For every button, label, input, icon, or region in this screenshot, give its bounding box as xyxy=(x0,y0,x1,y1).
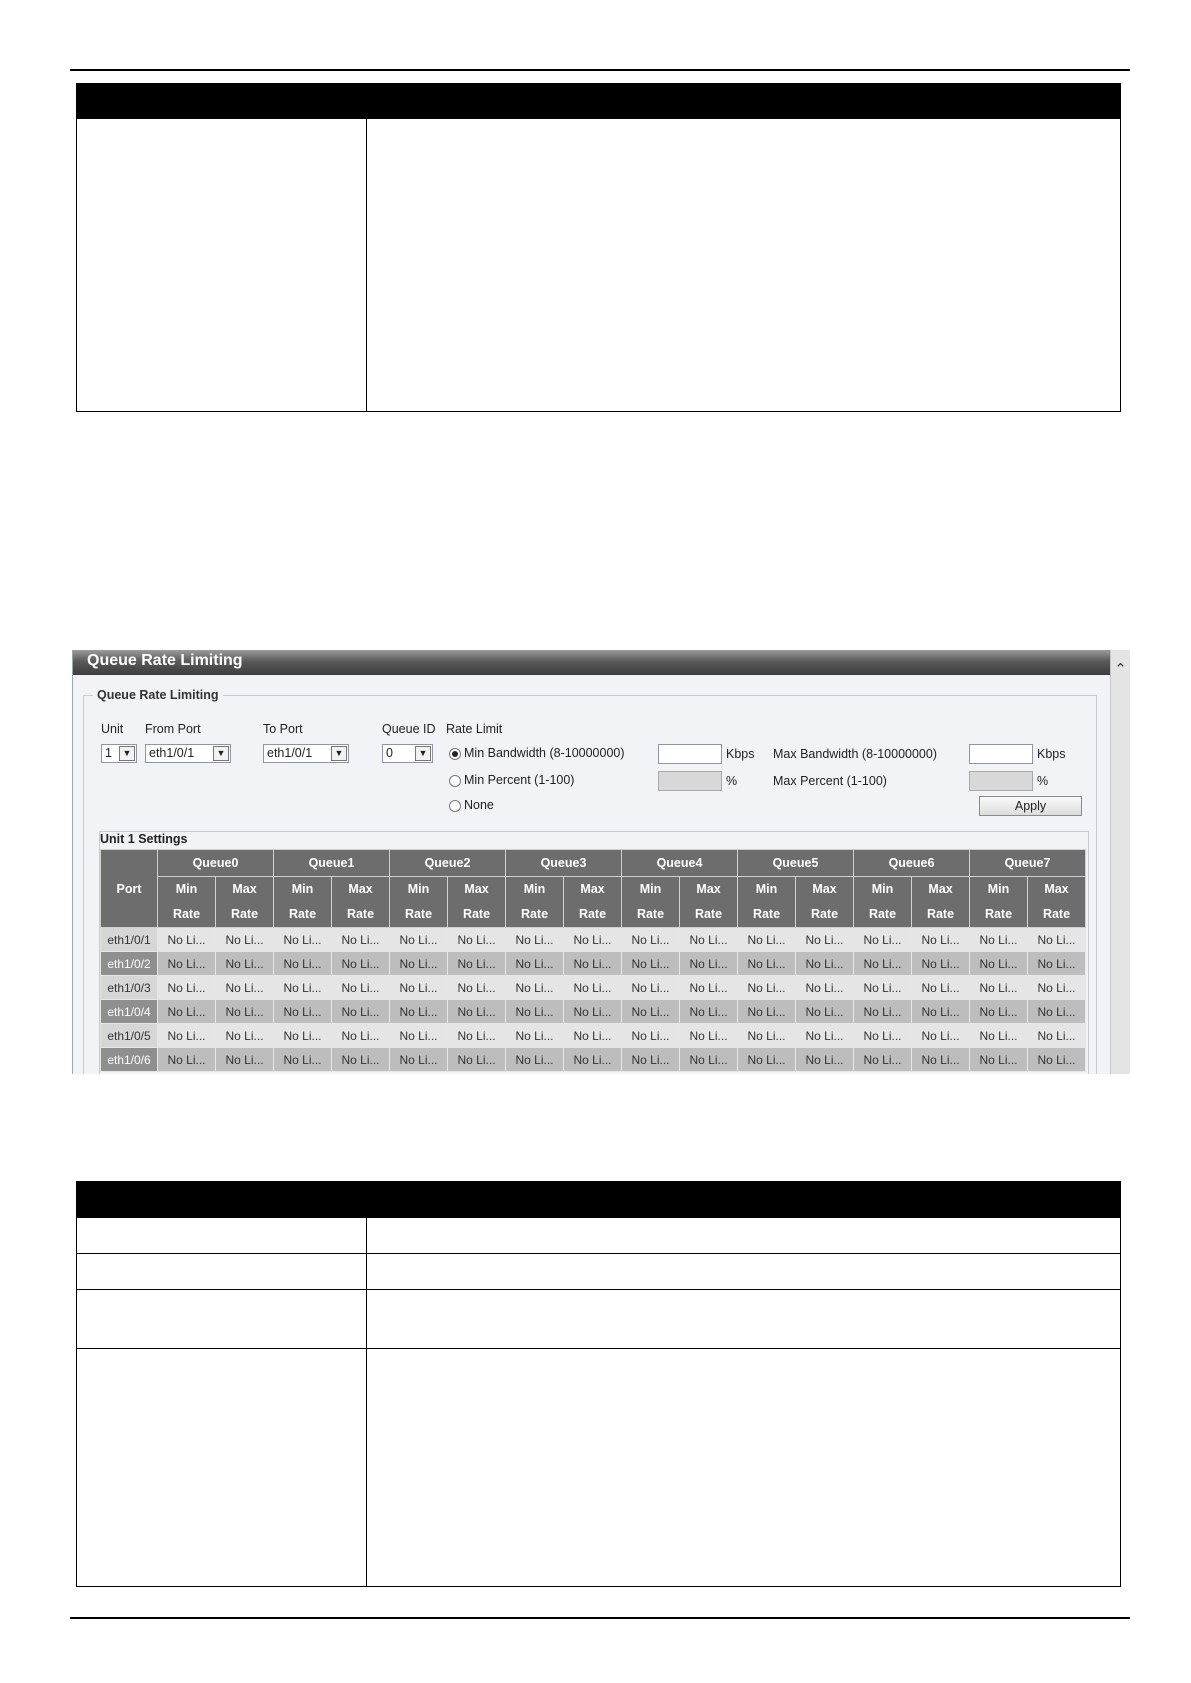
max-rate-header xyxy=(332,877,390,928)
rate-cell: No Li... xyxy=(970,1024,1028,1048)
scroll-up-icon[interactable]: ⌃ xyxy=(1114,661,1127,678)
chevron-down-icon[interactable]: ▼ xyxy=(119,746,135,761)
parameter-cell xyxy=(77,1290,367,1349)
rate-cell: No Li... xyxy=(1028,1024,1086,1048)
rate-header-label: Rate xyxy=(926,907,955,921)
min-rate-header xyxy=(970,877,1028,928)
rate-cell: No Li... xyxy=(274,1000,332,1024)
chevron-down-icon[interactable]: ▼ xyxy=(415,746,431,761)
percent-unit-label: % xyxy=(726,774,738,788)
rate-cell: No Li... xyxy=(912,928,970,952)
rate-cell: No Li... xyxy=(854,1000,912,1024)
header-cell xyxy=(367,1182,1121,1218)
rate-cell: No Li... xyxy=(448,1024,506,1048)
rate-header-label: Rate xyxy=(1042,907,1071,921)
rate-cell: No Li... xyxy=(738,1048,796,1072)
rate-cell: No Li... xyxy=(912,1000,970,1024)
rate-cell: No Li... xyxy=(970,1048,1028,1072)
table-row xyxy=(77,1254,1121,1290)
rate-cell: No Li... xyxy=(506,1024,564,1048)
window-title: Queue Rate Limiting xyxy=(87,652,243,669)
queue7-header: Queue7 xyxy=(970,850,1086,877)
table-header-row xyxy=(77,1182,1121,1218)
rate-header-label: Rate xyxy=(810,907,839,921)
max-header-label: Max xyxy=(580,882,605,896)
rate-cell: No Li... xyxy=(738,928,796,952)
rate-cell: No Li... xyxy=(680,976,738,1000)
description-cell xyxy=(367,119,1121,412)
queue0-header: Queue0 xyxy=(158,850,274,877)
rate-cell: No Li... xyxy=(1028,928,1086,952)
rate-cell: No Li... xyxy=(216,976,274,1000)
min-rate-header xyxy=(158,877,216,928)
to-port-label: To Port xyxy=(263,722,303,736)
rate-cell: No Li... xyxy=(274,928,332,952)
rate-cell: No Li... xyxy=(854,952,912,976)
rate-cell: No Li... xyxy=(216,1000,274,1024)
min-bandwidth-label: Min Bandwidth (8-10000000) xyxy=(464,746,625,760)
queue-id-select[interactable] xyxy=(382,744,433,763)
rate-cell: No Li... xyxy=(1028,1048,1086,1072)
parameter-cell xyxy=(77,1218,367,1254)
max-rate-header xyxy=(1028,877,1086,928)
min-percent-label: Min Percent (1-100) xyxy=(464,773,575,787)
min-bandwidth-radio[interactable] xyxy=(449,748,461,760)
min-rate-header xyxy=(506,877,564,928)
rate-cell: No Li... xyxy=(158,976,216,1000)
min-rate-header xyxy=(274,877,332,928)
rate-cell: No Li... xyxy=(216,1048,274,1072)
unit-settings-title: Unit 1 Settings xyxy=(100,832,188,846)
rate-header-label: Rate xyxy=(578,907,607,921)
port-cell: eth1/0/5 xyxy=(101,1024,158,1048)
min-header-label: Min xyxy=(639,882,662,896)
port-cell: eth1/0/3 xyxy=(101,976,158,1000)
max-header-label: Max xyxy=(928,882,953,896)
queue5-header: Queue5 xyxy=(738,850,854,877)
max-header-label: Max xyxy=(812,882,837,896)
rate-cell: No Li... xyxy=(390,1000,448,1024)
header-rule xyxy=(70,69,1130,71)
rate-header-label: Rate xyxy=(172,907,201,921)
rate-cell: No Li... xyxy=(738,1024,796,1048)
rate-cell: No Li... xyxy=(332,1000,390,1024)
queue2-header: Queue2 xyxy=(390,850,506,877)
max-rate-header xyxy=(912,877,970,928)
rate-cell: No Li... xyxy=(564,976,622,1000)
min-header-label: Min xyxy=(871,882,894,896)
rate-cell: No Li... xyxy=(506,976,564,1000)
min-header-label: Min xyxy=(407,882,430,896)
port-cell: eth1/0/2 xyxy=(101,952,158,976)
rate-cell: No Li... xyxy=(680,928,738,952)
max-bandwidth-input[interactable] xyxy=(969,744,1033,764)
description-cell xyxy=(367,1218,1121,1254)
rate-cell: No Li... xyxy=(970,1000,1028,1024)
port-cell: eth1/0/6 xyxy=(101,1048,158,1072)
queue-settings-table xyxy=(100,849,1086,1072)
rate-cell: No Li... xyxy=(332,976,390,1000)
port-cell: eth1/0/1 xyxy=(101,928,158,952)
rate-cell: No Li... xyxy=(448,1048,506,1072)
max-header-label: Max xyxy=(696,882,721,896)
table-row xyxy=(101,976,1086,1000)
min-percent-radio[interactable] xyxy=(449,775,461,787)
kbps-unit-label: Kbps xyxy=(1037,747,1066,761)
rate-cell: No Li... xyxy=(332,928,390,952)
rate-cell: No Li... xyxy=(332,952,390,976)
max-rate-header xyxy=(564,877,622,928)
header-cell xyxy=(77,1182,367,1218)
max-rate-header xyxy=(216,877,274,928)
rate-cell: No Li... xyxy=(158,928,216,952)
rate-cell: No Li... xyxy=(796,1048,854,1072)
max-header-label: Max xyxy=(464,882,489,896)
rate-cell: No Li... xyxy=(332,1048,390,1072)
rate-cell: No Li... xyxy=(564,1000,622,1024)
min-bandwidth-input[interactable] xyxy=(658,744,722,764)
min-header-label: Min xyxy=(523,882,546,896)
none-radio[interactable] xyxy=(449,800,461,812)
rate-limit-label: Rate Limit xyxy=(446,722,503,736)
rate-cell: No Li... xyxy=(680,1024,738,1048)
max-header-label: Max xyxy=(348,882,373,896)
rate-cell: No Li... xyxy=(216,952,274,976)
unit-select-value: 1 xyxy=(105,746,112,760)
table-row xyxy=(77,1290,1121,1349)
description-cell xyxy=(367,1349,1121,1587)
parameter-cell xyxy=(77,1254,367,1290)
rate-header-label: Rate xyxy=(404,907,433,921)
table-row xyxy=(77,1218,1121,1254)
min-header-label: Min xyxy=(291,882,314,896)
rate-header-label: Rate xyxy=(346,907,375,921)
rate-cell: No Li... xyxy=(1028,1000,1086,1024)
queue3-header: Queue3 xyxy=(506,850,622,877)
rate-cell: No Li... xyxy=(158,1000,216,1024)
max-rate-header xyxy=(448,877,506,928)
table-header-row xyxy=(77,84,1121,119)
rate-cell: No Li... xyxy=(738,952,796,976)
to-port-select-value: eth1/0/1 xyxy=(267,746,313,760)
rate-cell: No Li... xyxy=(448,1000,506,1024)
header-cell xyxy=(77,84,367,119)
max-header-label: Max xyxy=(1044,882,1069,896)
rate-cell: No Li... xyxy=(680,1000,738,1024)
parameter-table-top xyxy=(76,83,1121,412)
rate-cell: No Li... xyxy=(216,928,274,952)
rate-cell: No Li... xyxy=(1028,976,1086,1000)
rate-cell: No Li... xyxy=(912,952,970,976)
rate-cell: No Li... xyxy=(564,952,622,976)
rate-cell: No Li... xyxy=(390,928,448,952)
table-row xyxy=(77,119,1121,412)
rate-header-label: Rate xyxy=(520,907,549,921)
rate-header-label: Rate xyxy=(984,907,1013,921)
rate-header-label: Rate xyxy=(230,907,259,921)
rate-header-label: Rate xyxy=(288,907,317,921)
min-max-header-row xyxy=(101,877,1086,928)
queue-header-row xyxy=(101,850,1086,877)
queue-id-label: Queue ID xyxy=(382,722,436,736)
rate-cell: No Li... xyxy=(796,1000,854,1024)
chevron-down-icon[interactable]: ▼ xyxy=(331,746,347,761)
description-cell xyxy=(367,1254,1121,1290)
queue6-header: Queue6 xyxy=(854,850,970,877)
min-rate-header xyxy=(390,877,448,928)
rate-cell: No Li... xyxy=(970,976,1028,1000)
rate-cell: No Li... xyxy=(912,1048,970,1072)
rate-cell: No Li... xyxy=(622,976,680,1000)
rate-cell: No Li... xyxy=(506,952,564,976)
rate-cell: No Li... xyxy=(506,1048,564,1072)
rate-cell: No Li... xyxy=(854,1024,912,1048)
rate-cell: No Li... xyxy=(390,1024,448,1048)
from-port-select-value: eth1/0/1 xyxy=(149,746,195,760)
rate-header-label: Rate xyxy=(752,907,781,921)
rate-cell: No Li... xyxy=(912,976,970,1000)
rate-cell: No Li... xyxy=(1028,952,1086,976)
rate-header-label: Rate xyxy=(694,907,723,921)
rate-cell: No Li... xyxy=(564,1024,622,1048)
rate-cell: No Li... xyxy=(274,976,332,1000)
rate-header-label: Rate xyxy=(462,907,491,921)
from-port-select[interactable] xyxy=(145,744,231,763)
rate-cell: No Li... xyxy=(622,1048,680,1072)
rate-cell: No Li... xyxy=(796,1024,854,1048)
window-titlebar xyxy=(73,650,1110,675)
rate-cell: No Li... xyxy=(158,952,216,976)
rate-cell: No Li... xyxy=(448,928,506,952)
rate-cell: No Li... xyxy=(970,928,1028,952)
min-rate-header xyxy=(622,877,680,928)
parameter-cell xyxy=(77,1349,367,1587)
port-cell: eth1/0/4 xyxy=(101,1000,158,1024)
rate-cell: No Li... xyxy=(622,952,680,976)
queue4-header: Queue4 xyxy=(622,850,738,877)
rate-cell: No Li... xyxy=(158,1048,216,1072)
table-row xyxy=(101,928,1086,952)
rate-cell: No Li... xyxy=(274,1024,332,1048)
rate-cell: No Li... xyxy=(796,976,854,1000)
percent-unit-label: % xyxy=(1037,774,1049,788)
table-row xyxy=(77,1349,1121,1587)
rate-cell: No Li... xyxy=(564,928,622,952)
min-rate-header xyxy=(854,877,912,928)
description-cell xyxy=(367,1290,1121,1349)
table-row xyxy=(101,1048,1086,1072)
apply-button[interactable]: Apply xyxy=(979,796,1082,816)
max-header-label: Max xyxy=(232,882,257,896)
rate-cell: No Li... xyxy=(274,952,332,976)
rate-cell: No Li... xyxy=(854,976,912,1000)
parameter-table-bottom xyxy=(76,1181,1121,1587)
table-row xyxy=(101,952,1086,976)
rate-cell: No Li... xyxy=(854,928,912,952)
rate-cell: No Li... xyxy=(390,952,448,976)
rate-cell: No Li... xyxy=(738,1000,796,1024)
rate-cell: No Li... xyxy=(390,976,448,1000)
queue-rate-limiting-window xyxy=(72,650,1130,1074)
queue1-header: Queue1 xyxy=(274,850,390,877)
header-cell xyxy=(367,84,1121,119)
table-row xyxy=(101,1024,1086,1048)
fieldset-legend: Queue Rate Limiting xyxy=(93,688,223,702)
rate-cell: No Li... xyxy=(622,1024,680,1048)
from-port-label: From Port xyxy=(145,722,201,736)
rate-cell: No Li... xyxy=(854,1048,912,1072)
rate-cell: No Li... xyxy=(622,928,680,952)
max-percent-input[interactable] xyxy=(969,771,1033,791)
max-rate-header xyxy=(796,877,854,928)
rate-cell: No Li... xyxy=(796,952,854,976)
rate-cell: No Li... xyxy=(506,928,564,952)
min-header-label: Min xyxy=(175,882,198,896)
rate-header-label: Rate xyxy=(868,907,897,921)
max-rate-header xyxy=(680,877,738,928)
rate-cell: No Li... xyxy=(564,1048,622,1072)
min-header-label: Min xyxy=(755,882,778,896)
rate-cell: No Li... xyxy=(970,952,1028,976)
vertical-scrollbar[interactable] xyxy=(1110,650,1130,1074)
chevron-down-icon[interactable]: ▼ xyxy=(213,746,229,761)
table-row xyxy=(101,1000,1086,1024)
rate-cell: No Li... xyxy=(158,1024,216,1048)
rate-cell: No Li... xyxy=(506,1000,564,1024)
rate-header-label: Rate xyxy=(636,907,665,921)
none-label: None xyxy=(464,798,494,812)
unit-select[interactable] xyxy=(101,744,137,763)
rate-cell: No Li... xyxy=(274,1048,332,1072)
rate-cell: No Li... xyxy=(448,952,506,976)
rate-cell: No Li... xyxy=(332,1024,390,1048)
to-port-select[interactable] xyxy=(263,744,349,763)
max-percent-label: Max Percent (1-100) xyxy=(773,774,887,788)
rate-cell: No Li... xyxy=(390,1048,448,1072)
rate-cell: No Li... xyxy=(216,1024,274,1048)
footer-rule xyxy=(70,1617,1130,1619)
min-percent-input[interactable] xyxy=(658,771,722,791)
rate-cell: No Li... xyxy=(680,1048,738,1072)
queue-id-select-value: 0 xyxy=(386,746,393,760)
rate-cell: No Li... xyxy=(912,1024,970,1048)
port-header: Port xyxy=(101,850,158,928)
min-rate-header xyxy=(738,877,796,928)
kbps-unit-label: Kbps xyxy=(726,747,755,761)
rate-cell: No Li... xyxy=(796,928,854,952)
rate-cell: No Li... xyxy=(448,976,506,1000)
rate-cell: No Li... xyxy=(622,1000,680,1024)
parameter-cell xyxy=(77,119,367,412)
max-bandwidth-label: Max Bandwidth (8-10000000) xyxy=(773,747,937,761)
unit-label: Unit xyxy=(101,722,124,736)
rate-cell: No Li... xyxy=(738,976,796,1000)
min-header-label: Min xyxy=(987,882,1010,896)
rate-cell: No Li... xyxy=(680,952,738,976)
